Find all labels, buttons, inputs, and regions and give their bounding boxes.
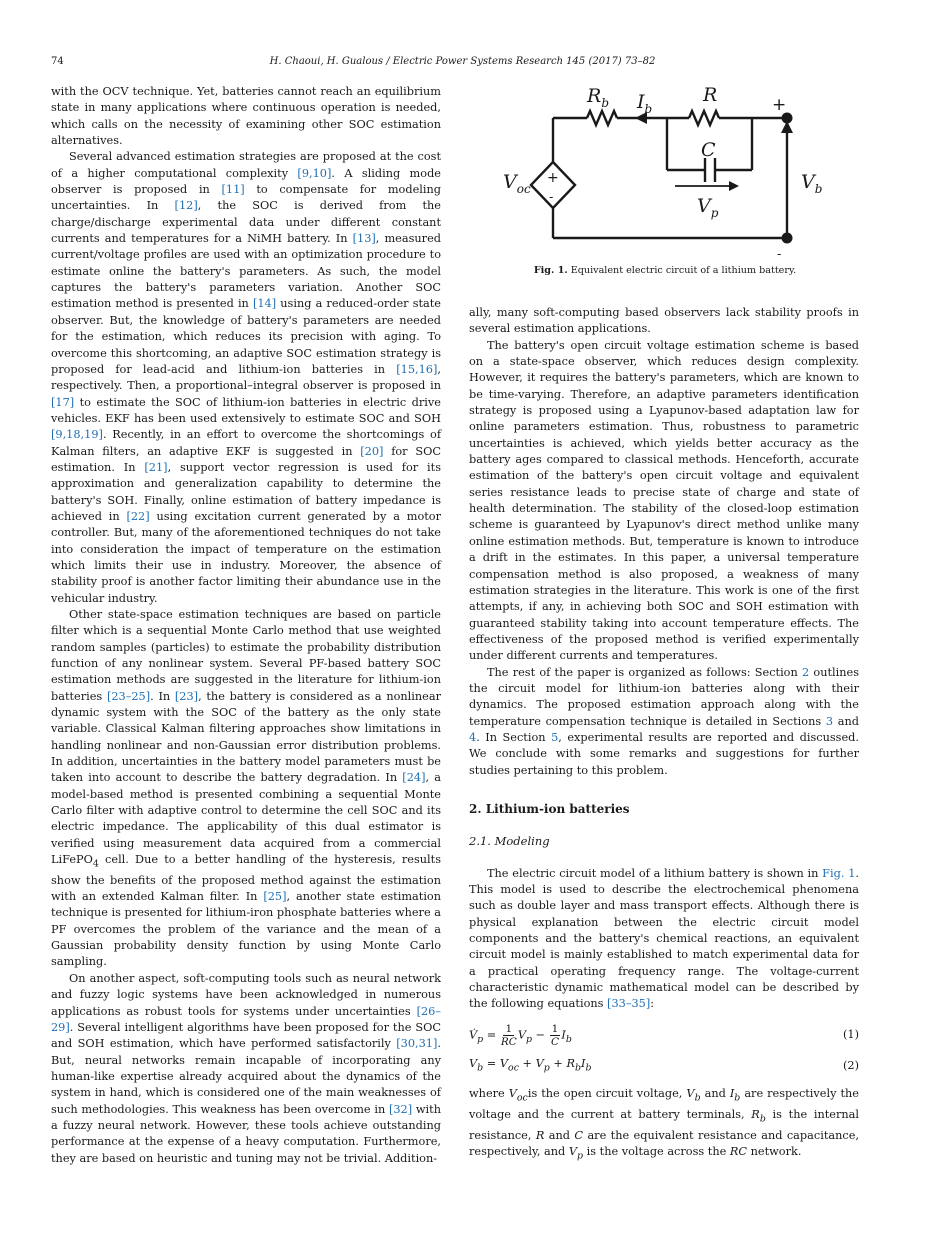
- paragraph: The rest of the paper is organized as follows: Section 2 outlines the circuit model for lithium-ion batteries along with their dynamics. The proposed estimation approach along with the temperature compensation technique is detailed in Sections 3 and 4. In Section 5, experimental results are reported and discussed. We conclude with some remarks and suggestions for further studies pertaining to this problem.: [469, 665, 859, 777]
- citation-link[interactable]: [23–25]: [106, 689, 151, 703]
- equation-2: $V_b = V_{oc} + V_p + R_bI_b$ (2): [469, 1056, 859, 1074]
- equation-1: $V̇_p$ = $\frac{1}{RC}$ $V_p$ − $\frac{1}{C}$ $I_b$ (1): [469, 1022, 859, 1048]
- paragraph: Several advanced estimation strategies are proposed at the cost of a higher computational complexity [9,10]. A sliding mode observer is proposed in [11] to compensate for modeling uncertainties. In [12], the SOC is derived from the charge/discharge experimental data under different constant currents and temperatures for a NiMH battery. In [13], measured current/voltage profiles are used with an optimization procedure to estimate online the battery's parameters. As such, the model captures the battery's parameters variation. Another SOC estimation method is presented in [14] using a reduced-order state observer. But, the knowledge of battery's parameters are needed for the estimation, which reduces its precision with aging. To overcome this shortcoming, an adaptive SOC estimation strategy is proposed for lead-acid and lithium-ion batteries in [15,16], respectively. Then, a proportional–integral observer is proposed in [17] to estimate the SOC of lithium-ion batteries in electric drive vehicles. EKF has been used extensively to estimate SOC and SOH [9,18,19]. Recently, in an effort to overcome the shortcomings of Kalman filters, an adaptive EKF is suggested in [20] for SOC estimation. In [21], support vector regression is used for its approximation and generalization capability to determine the battery's SOH. Finally, online estimation of battery impedance is achieved in [22] using excitation current generated by a motor controller. But, many of the aforementioned techniques do not take into consideration the impact of temperature on the estimation which limits their use in industry. Moreover, the absence of stability proof is another factor limiting their abundance use in the vehicular industry.: [51, 150, 442, 605]
- citation-link[interactable]: [30,31]: [396, 1037, 438, 1051]
- citation-link[interactable]: [33–35]: [607, 997, 651, 1011]
- citation-link[interactable]: [21]: [144, 460, 168, 474]
- figure-link[interactable]: Fig. 1: [822, 866, 856, 880]
- citation-link[interactable]: [15,16]: [396, 362, 438, 376]
- citation-link[interactable]: [20]: [360, 444, 384, 458]
- paragraph: with the OCV technique. Yet, batteries cannot reach an equilibrium state in many applications where continuous operation is needed, which calls on the necessity of examining other SOC estimation alternatives.: [51, 85, 441, 148]
- page-number: 74: [51, 56, 64, 67]
- paragraph: where $V_{oc}is$ the open circuit voltage, $V_b$ and $I_b$ are respectively the voltage and the current at battery terminals, $R_b$ is the internal resistance, R and C are the equivalent resistance and capacitance, respectively, and $V_p$ is the voltage across the RC network.: [469, 1087, 859, 1162]
- svg-text:-: -: [777, 247, 782, 261]
- svg-text:Rb: $R_b$: [587, 85, 609, 110]
- paragraph: The electric circuit model of a lithium battery is shown in Fig. 1. This model is used to describe the electrochemical phenomena such as double layer and mass transport effects. Although there is physical explanation between the electric circuit model components and the battery's chemical reactions, an equivalent circuit model is mainly established to match experimental data for a practical operating frequency range. The voltage-current characteristic dynamic mathematical model can be described by the following equations [33–35]:: [469, 866, 859, 1011]
- section-link[interactable]: 3: [825, 714, 834, 728]
- citation-link[interactable]: [25]: [263, 890, 287, 904]
- svg-text:+: +: [772, 95, 787, 115]
- circuit-figure: [469, 80, 861, 290]
- svg-text:C: C: [701, 139, 716, 161]
- citation-link[interactable]: [11]: [221, 183, 245, 197]
- svg-text:Vp: $V_p$: [697, 195, 719, 220]
- citation-link[interactable]: [9,18,19]: [51, 428, 103, 442]
- citation-link[interactable]: [17]: [51, 395, 75, 409]
- paragraph: The battery's open circuit voltage estimation scheme is based on a state-space observer, which reduces design complexity. However, it requires the battery's parameters, which are known to be time-varying. Therefore, an adaptive parameters identification strategy is proposed using a Lyapunov-based adaptation law for online parameters estimation. Thus, robustness to parametric uncertainties is achieved, which yields better accuracy as the battery ages compared to classical methods. Henceforth, accurate estimation of the battery's open circuit voltage and equivalent series resistance leads to precise state of charge and state of health determination. The stability of the closed-loop estimation scheme is guaranteed by Lyapunov's direct method unlike many online estimation methods. But, temperature is known to introduce a drift in the estimates. In this paper, a universal temperature compensation method is also proposed, a weakness of many estimation strategies in the literature. This work is one of the first attempts, if any, in achieving both SOC and SOH estimation with guaranteed stability taking into account temperature effects. The effectiveness of the proposed method is verified experimentally under different currents and temperatures.: [469, 338, 859, 663]
- svg-text:Voc: $V_{oc}$: [503, 171, 531, 196]
- svg-text:+: +: [547, 170, 559, 186]
- section-heading: 2. Lithium-ion batteries: [469, 801, 630, 816]
- citation-link[interactable]: [26–29]: [51, 1004, 441, 1034]
- figure-caption: Fig. 1. Equivalent electric circuit of a lithium battery.: [533, 265, 797, 276]
- subsection-heading: 2.1. Modeling: [469, 834, 550, 849]
- citation-link[interactable]: [22]: [126, 509, 150, 523]
- svg-text:-: -: [549, 190, 554, 204]
- svg-text:Vb: $V_b$: [801, 171, 823, 196]
- svg-text:R: R: [703, 84, 718, 106]
- paragraph: Other state-space estimation techniques are based on particle filter which is a sequential Monte Carlo method that use weighted random samples (particles) to estimate the probability distribution function of any nonlinear system. Several PF-based battery SOC estimation methods are suggested in the literature for lithium-ion batteries [23–25]. In [23], the battery is considered as a nonlinear dynamic system with the SOC of the battery as the only state variable. Classical Kalman filtering approaches show limitations in handling nonlinear and non-Gaussian error distribution problems. In addition, uncertainties in the battery model parameters must be taken into account to describe the battery degradation. In [24], a model-based method is presented combining a sequential Monte Carlo filter with adaptive control to determine the cell SOC and its electric impedance. The applicability of this dual estimator is verified using measurement data acquired from a commercial LiFePO$_4$ cell. Due to a better handling of the hysteresis, results show the benefits of the proposed method against the estimation with an extended Kalman filter. In [25], another state estimation technique is presented for lithium-iron phosphate batteries where a PF overcomes the problem of the variance and the mean of a Gaussian probability density function by using Monte Carlo sampling.: [51, 608, 442, 969]
- citation-link[interactable]: [13]: [352, 232, 376, 246]
- svg-text:Ib: $I_b$: [637, 91, 653, 116]
- paragraph: On another aspect, soft-computing tools such as neural network and fuzzy logic systems have been acknowledged in numerous applications as robust tools for systems under uncertainties [26–29]. Several intelligent algorithms have been proposed for the SOC and SOH estimation, which have performed satisfactorily [30,31]. But, neural networks remain incapable of incorporating any human-like expertise already acquired about the dynamics of the system in hand, which is considered one of the main weaknesses of such methodologies. This weakness has been overcome in [32] with a fuzzy neural network. However, these tools achieve outstanding performance at the expense of a heavy computation. Furthermore, they are based on heuristic and tuning may not be trivial. Addition-: [51, 971, 441, 1165]
- citation-link[interactable]: [32]: [388, 1102, 413, 1116]
- citation-link[interactable]: [23]: [174, 689, 199, 703]
- paragraph: ally, many soft-computing based observers lack stability proofs in several estimation applications.: [469, 306, 859, 336]
- left-column: [51, 84, 441, 1167]
- section-link[interactable]: 5: [551, 730, 559, 744]
- running-header: H. Chaoui, H. Gualous / Electric Power Systems Research 145 (2017) 73–82: [269, 56, 656, 67]
- right-column: [469, 305, 859, 1165]
- citation-link[interactable]: [14]: [252, 297, 277, 311]
- citation-link[interactable]: [12]: [174, 199, 198, 213]
- section-link[interactable]: 2: [801, 665, 810, 679]
- section-link[interactable]: 4: [469, 730, 477, 744]
- citation-link[interactable]: [24]: [402, 771, 426, 785]
- citation-link[interactable]: [9,10]: [297, 166, 332, 180]
